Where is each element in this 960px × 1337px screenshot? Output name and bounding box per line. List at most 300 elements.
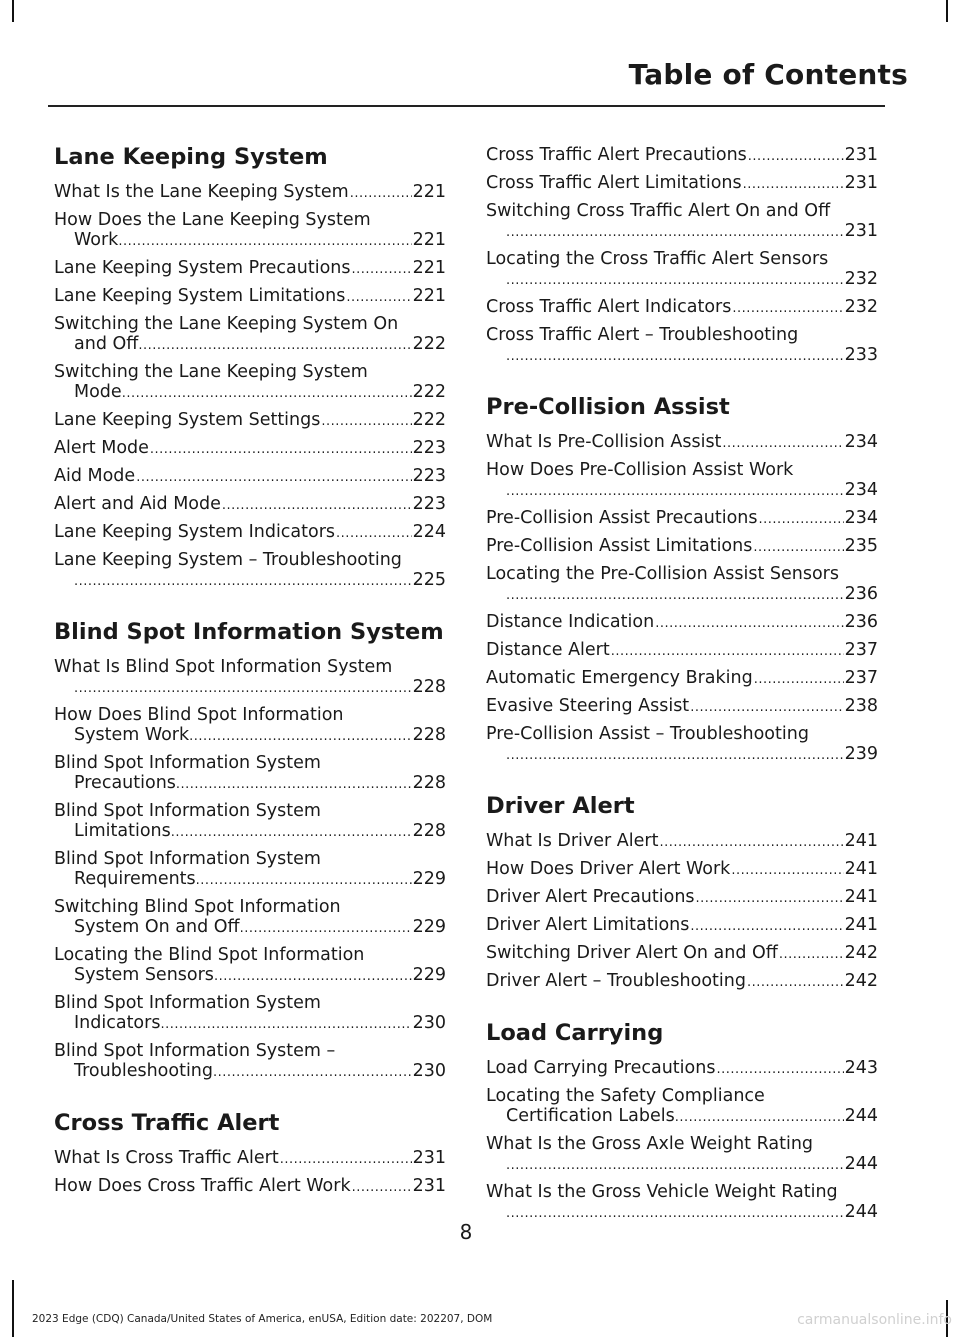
toc-entry-page: 233: [844, 345, 878, 365]
dot-leader: [506, 482, 844, 502]
toc-entry-title: What Is Driver Alert: [486, 831, 659, 851]
toc-entry-title: Locating the Safety Compliance: [486, 1086, 765, 1106]
toc-entry[interactable]: [54, 494, 446, 516]
toc-entry-line: [54, 210, 446, 230]
toc-entry-page: 236: [844, 584, 878, 604]
toc-entry-title-cont: Requirements: [74, 869, 196, 889]
toc-entry-title-cont: Certification Labels: [506, 1106, 675, 1126]
toc-entry-line-wrap: [54, 773, 446, 795]
toc-right-column: [486, 145, 878, 1252]
toc-entry-page: 230: [412, 1013, 446, 1033]
toc-entry-title-cont: Indicators: [74, 1013, 161, 1033]
toc-left-column: [54, 145, 446, 1226]
section-heading: Blind Spot Information System: [54, 619, 444, 645]
toc-entry-title: What Is the Gross Axle Weight Rating: [486, 1134, 814, 1154]
toc-entry-line: [54, 522, 446, 544]
toc-entry-line: [54, 849, 446, 869]
toc-entry-line: [486, 1134, 878, 1154]
toc-entry-title-cont: Mode: [74, 382, 122, 402]
toc-entry-line: [486, 1086, 878, 1106]
toc-entry-line: [486, 612, 878, 634]
toc-entry-page: 238: [844, 696, 878, 716]
toc-entry-page: 241: [844, 831, 878, 851]
toc-entry-line-wrap: [54, 821, 446, 843]
toc-entry-title-cont: Precautions: [74, 773, 176, 793]
toc-entry-page: 241: [844, 915, 878, 935]
toc-section: [54, 1111, 446, 1198]
toc-entry-title: Evasive Steering Assist: [486, 696, 690, 716]
toc-entry-page: 224: [412, 522, 446, 542]
toc-entry-page: 222: [412, 382, 446, 402]
toc-entry-line: [486, 564, 878, 584]
toc-entry-page: 236: [844, 612, 878, 632]
toc-entry-line: [486, 508, 878, 530]
toc-section: [486, 1021, 878, 1224]
dot-leader: [722, 434, 843, 454]
toc-entry-line: [54, 466, 446, 488]
toc-entry[interactable]: [54, 945, 446, 987]
toc-section: [486, 145, 878, 367]
page-number: 8: [459, 1220, 473, 1244]
dot-leader: [214, 967, 412, 987]
toc-entry-page: 231: [412, 1148, 446, 1168]
toc-entry[interactable]: [54, 182, 446, 204]
toc-entry-title: Lane Keeping System – Troubleshooting: [54, 550, 402, 570]
toc-entry-title: How Does Driver Alert Work: [486, 859, 731, 879]
toc-section: [54, 145, 446, 592]
toc-entry-line: [486, 915, 878, 937]
toc-entry-line-wrap: [486, 584, 878, 606]
toc-entry[interactable]: [54, 849, 446, 891]
toc-entry[interactable]: [54, 993, 446, 1035]
toc-entry-page: 244: [844, 1154, 878, 1174]
toc-entry-page: 244: [844, 1106, 878, 1126]
toc-entry-page: 234: [844, 480, 878, 500]
toc-section: [54, 620, 446, 1083]
toc-entry[interactable]: [54, 1176, 446, 1198]
toc-entry-page: 232: [844, 269, 878, 289]
toc-entry-line-wrap: [486, 221, 878, 243]
dot-leader: [506, 347, 844, 367]
toc-entry-line: [54, 897, 446, 917]
toc-entry-title: Switching Driver Alert On and Off: [486, 943, 778, 963]
toc-entry-page: 221: [412, 286, 446, 306]
toc-entry[interactable]: [54, 550, 446, 592]
dot-leader: [732, 299, 843, 319]
toc-entry-page: 231: [844, 221, 878, 241]
dot-leader: [690, 917, 843, 937]
toc-entry[interactable]: [486, 859, 878, 881]
toc-entry[interactable]: [486, 145, 878, 167]
toc-entry-title: Blind Spot Information System: [54, 753, 321, 773]
toc-entry-line-wrap: [54, 917, 446, 939]
toc-entry[interactable]: [486, 724, 878, 766]
toc-entry-line: [486, 668, 878, 690]
toc-entry-page: 229: [412, 965, 446, 985]
toc-entry-title: Locating the Pre-Collision Assist Sensors: [486, 564, 839, 584]
toc-entry[interactable]: [54, 362, 446, 404]
toc-entry-title: Switching the Lane Keeping System On: [54, 314, 399, 334]
toc-entry-page: 241: [844, 859, 878, 879]
toc-entry-line: [486, 943, 878, 965]
dot-leader: [690, 698, 843, 718]
toc-entry-page: 232: [844, 297, 878, 317]
toc-entry-title: What Is Cross Traffic Alert: [54, 1148, 279, 1168]
footer-edition-info: 2023 Edge (CDQ) Canada/United States of America, enUSA, Edition date: 202207, DOM: [32, 1313, 493, 1325]
dot-leader: [176, 775, 412, 795]
toc-entry-line: [54, 362, 446, 382]
dot-leader: [675, 1108, 844, 1128]
toc-entry-line: [486, 971, 878, 993]
toc-entry[interactable]: [54, 314, 446, 356]
toc-entry[interactable]: [486, 432, 878, 454]
dot-leader: [321, 412, 411, 432]
toc-entry-line-wrap: [54, 1061, 446, 1083]
dot-leader: [659, 833, 843, 853]
toc-entry-page: 223: [412, 494, 446, 514]
toc-entry[interactable]: [54, 438, 446, 460]
toc-entry-page: 239: [844, 744, 878, 764]
toc-entry[interactable]: [54, 1148, 446, 1170]
toc-entry-line: [486, 536, 878, 558]
toc-entry-page: 237: [844, 668, 878, 688]
dot-leader: [350, 184, 412, 204]
toc-entry-title: Lane Keeping System Settings: [54, 410, 321, 430]
toc-entry[interactable]: [486, 1058, 878, 1080]
toc-entry-line: [54, 945, 446, 965]
dot-leader: [122, 384, 412, 404]
toc-entry-line: [54, 801, 446, 821]
dot-leader: [150, 440, 412, 460]
toc-entry-title: Alert and Aid Mode: [54, 494, 221, 514]
toc-entry-page: 229: [412, 869, 446, 889]
toc-entry-line: [54, 258, 446, 280]
dot-leader: [352, 1178, 412, 1198]
dot-leader: [196, 871, 412, 891]
dot-leader: [118, 232, 411, 252]
toc-entry[interactable]: [54, 753, 446, 795]
toc-entry-page: 234: [844, 432, 878, 452]
toc-entry-line: [486, 724, 878, 744]
toc-entry-page: 237: [844, 640, 878, 660]
toc-entry-line: [54, 753, 446, 773]
toc-entry-title: Alert Mode: [54, 438, 149, 458]
toc-entry-page: 228: [412, 773, 446, 793]
dot-leader: [171, 823, 412, 843]
toc-entry-page: 242: [844, 943, 878, 963]
toc-entry[interactable]: [54, 1041, 446, 1083]
toc-entry-title: Lane Keeping System Precautions: [54, 258, 351, 278]
toc-entry-line: [486, 887, 878, 909]
toc-entry-title: Driver Alert Precautions: [486, 887, 695, 907]
toc-entry-page: 223: [412, 438, 446, 458]
toc-entry-line: [486, 325, 878, 345]
dot-leader: [222, 496, 412, 516]
toc-entry[interactable]: [486, 564, 878, 606]
dot-leader: [753, 538, 843, 558]
toc-entry-title: Automatic Emergency Braking: [486, 668, 753, 688]
dot-leader: [759, 510, 844, 530]
dot-leader: [74, 572, 412, 592]
toc-entry-title: Pre-Collision Assist Limitations: [486, 536, 753, 556]
toc-entry-title: Locating the Blind Spot Information: [54, 945, 365, 965]
dot-leader: [743, 175, 844, 195]
toc-entry-title: Driver Alert – Troubleshooting: [486, 971, 746, 991]
toc-entry-title: Pre-Collision Assist Precautions: [486, 508, 758, 528]
toc-entry-line: [54, 182, 446, 204]
toc-entry[interactable]: [486, 297, 878, 319]
watermark: carmanualsonline.info: [797, 1312, 952, 1328]
toc-entry-title: What Is the Lane Keeping System: [54, 182, 349, 202]
toc-entry[interactable]: [486, 508, 878, 530]
toc-entry[interactable]: [486, 1134, 878, 1176]
dot-leader: [138, 336, 411, 356]
crop-mark-top-right-v: [946, 0, 948, 22]
dot-leader: [506, 1156, 844, 1176]
toc-entry-page: 229: [412, 917, 446, 937]
toc-entry[interactable]: [486, 831, 878, 853]
dot-leader: [731, 861, 843, 881]
toc-entry[interactable]: [54, 705, 446, 747]
toc-entry-title: How Does Pre-Collision Assist Work: [486, 460, 794, 480]
toc-entry[interactable]: [54, 210, 446, 252]
toc-entry-title: Switching the Lane Keeping System: [54, 362, 368, 382]
section-heading: Lane Keeping System: [54, 144, 328, 170]
toc-entry[interactable]: [486, 943, 878, 965]
toc-entry-line: [486, 249, 878, 269]
toc-entry-title: How Does the Lane Keeping System: [54, 210, 371, 230]
toc-entry[interactable]: [486, 201, 878, 243]
toc-entry-page: 231: [844, 173, 878, 193]
dot-leader: [748, 147, 844, 167]
toc-entry-title: Lane Keeping System Indicators: [54, 522, 336, 542]
toc-entry-line-wrap: [486, 1106, 878, 1128]
dot-leader: [506, 586, 844, 606]
toc-entry[interactable]: [486, 696, 878, 718]
dot-leader: [136, 468, 411, 488]
crop-mark-bottom-left-v: [12, 1280, 14, 1337]
toc-entry-line-wrap: [486, 744, 878, 766]
toc-entry-line: [486, 201, 878, 221]
toc-entry-title: Blind Spot Information System –: [54, 1041, 336, 1061]
toc-entry-line: [486, 145, 878, 167]
toc-entry-line: [54, 438, 446, 460]
toc-entry[interactable]: [54, 286, 446, 308]
toc-entry-page: 228: [412, 821, 446, 841]
toc-entry-title-cont: System Work: [74, 725, 190, 745]
toc-entry-title: What Is Blind Spot Information System: [54, 657, 393, 677]
toc-entry-line-wrap: [54, 570, 446, 592]
section-heading: Pre-Collision Assist: [486, 394, 730, 420]
toc-entry-line-wrap: [486, 269, 878, 291]
toc-entry-page: 222: [412, 410, 446, 430]
toc-entry[interactable]: [486, 640, 878, 662]
toc-entry[interactable]: [486, 971, 878, 993]
dot-leader: [213, 1063, 412, 1083]
toc-entry-line-wrap: [486, 480, 878, 502]
toc-entry-line: [54, 993, 446, 1013]
toc-entry[interactable]: [486, 249, 878, 291]
toc-entry-line: [54, 705, 446, 725]
toc-entry-line: [486, 696, 878, 718]
toc-entry-title: How Does Cross Traffic Alert Work: [54, 1176, 351, 1196]
toc-entry-title: How Does Blind Spot Information: [54, 705, 344, 725]
toc-entry-page: 228: [412, 677, 446, 697]
toc-entry-page: 221: [412, 182, 446, 202]
toc-entry-page: 221: [412, 258, 446, 278]
toc-entry-line: [54, 657, 446, 677]
toc-entry-title-cont: Work: [74, 230, 119, 250]
toc-entry-title: Switching Cross Traffic Alert On and Off: [486, 201, 831, 221]
toc-entry-page: 223: [412, 466, 446, 486]
toc-entry-title: Blind Spot Information System: [54, 849, 321, 869]
toc-entry-line: [54, 494, 446, 516]
toc-entry-title-cont: Troubleshooting: [74, 1061, 214, 1081]
toc-entry-line-wrap: [54, 965, 446, 987]
toc-entry-line-wrap: [486, 1154, 878, 1176]
toc-entry-line: [54, 550, 446, 570]
toc-entry[interactable]: [54, 410, 446, 432]
toc-entry[interactable]: [54, 522, 446, 544]
toc-entry-title: Distance Alert: [486, 640, 610, 660]
toc-entry[interactable]: [54, 657, 446, 699]
toc-entry-title: Blind Spot Information System: [54, 801, 321, 821]
toc-entry[interactable]: [486, 612, 878, 634]
toc-entry-line: [486, 460, 878, 480]
toc-entry-title: Cross Traffic Alert – Troubleshooting: [486, 325, 799, 345]
toc-entry[interactable]: [54, 801, 446, 843]
toc-entry-title: Distance Indication: [486, 612, 655, 632]
toc-entry[interactable]: [486, 325, 878, 367]
toc-entry-page: 222: [412, 334, 446, 354]
toc-entry-line: [54, 1176, 446, 1198]
page-title: Table of Contents: [628, 58, 908, 91]
dot-leader: [655, 614, 843, 634]
toc-entry-title: Pre-Collision Assist – Troubleshooting: [486, 724, 809, 744]
dot-leader: [754, 670, 844, 690]
toc-entry[interactable]: [486, 887, 878, 909]
toc-entry-page: 225: [412, 570, 446, 590]
dot-leader: [506, 746, 844, 766]
toc-entry-line: [486, 1058, 878, 1080]
toc-entry-line: [486, 640, 878, 662]
toc-entry-line-wrap: [54, 869, 446, 891]
toc-entry-title: Load Carrying Precautions: [486, 1058, 716, 1078]
toc-entry-page: 235: [844, 536, 878, 556]
toc-entry-title: Cross Traffic Alert Limitations: [486, 173, 742, 193]
toc-entry-line-wrap: [54, 334, 446, 356]
dot-leader: [716, 1060, 843, 1080]
toc-entry-page: 231: [412, 1176, 446, 1196]
dot-leader: [779, 945, 844, 965]
toc-entry-title-cont: System On and Off: [74, 917, 240, 937]
toc-entry[interactable]: [486, 536, 878, 558]
toc-entry-line: [54, 1148, 446, 1170]
section-heading: Load Carrying: [486, 1020, 664, 1046]
toc-entry-title-cont: System Sensors: [74, 965, 214, 985]
toc-entry-line-wrap: [54, 230, 446, 252]
dot-leader: [351, 260, 411, 280]
toc-entry-line: [486, 1182, 878, 1202]
toc-entry-line-wrap: [54, 677, 446, 699]
toc-entry-title: Cross Traffic Alert Indicators: [486, 297, 732, 317]
toc-entry-line-wrap: [54, 382, 446, 404]
toc-section: [486, 794, 878, 993]
section-heading: Driver Alert: [486, 793, 635, 819]
toc-entry[interactable]: [486, 915, 878, 937]
toc-entry[interactable]: [486, 173, 878, 195]
toc-entry-line: [486, 173, 878, 195]
toc-entry[interactable]: [486, 1182, 878, 1224]
toc-entry-line: [486, 297, 878, 319]
toc-entry-line: [486, 831, 878, 853]
toc-entry-line-wrap: [54, 725, 446, 747]
toc-entry-line: [54, 1041, 446, 1061]
toc-entry-title: Driver Alert Limitations: [486, 915, 690, 935]
toc-entry-line: [54, 286, 446, 308]
toc-entry-title-cont: and Off: [74, 334, 139, 354]
dot-leader: [280, 1150, 412, 1170]
toc-entry-page: 243: [844, 1058, 878, 1078]
dot-leader: [611, 642, 844, 662]
dot-leader: [336, 524, 412, 544]
toc-entry[interactable]: [54, 897, 446, 939]
toc-entry-title: Cross Traffic Alert Precautions: [486, 145, 747, 165]
dot-leader: [240, 919, 412, 939]
toc-entry-page: 241: [844, 887, 878, 907]
toc-entry-title: Lane Keeping System Limitations: [54, 286, 346, 306]
toc-entry-line-wrap: [486, 345, 878, 367]
dot-leader: [74, 679, 412, 699]
toc-entry[interactable]: [54, 258, 446, 280]
dot-leader: [189, 727, 411, 747]
toc-entry-line: [486, 859, 878, 881]
toc-entry-page: 234: [844, 508, 878, 528]
dot-leader: [346, 288, 411, 308]
dot-leader: [160, 1015, 411, 1035]
toc-entry-title: Aid Mode: [54, 466, 136, 486]
toc-entry-line: [54, 314, 446, 334]
toc-entry[interactable]: [486, 460, 878, 502]
crop-mark-top-left-v: [12, 0, 14, 22]
dot-leader: [696, 889, 844, 909]
toc-entry-title-cont: Limitations: [74, 821, 171, 841]
toc-entry-page: 230: [412, 1061, 446, 1081]
section-heading: Cross Traffic Alert: [54, 1110, 280, 1136]
toc-entry-page: 244: [844, 1202, 878, 1222]
toc-entry-title: What Is Pre-Collision Assist: [486, 432, 722, 452]
toc-entry[interactable]: [486, 668, 878, 690]
toc-entry-page: 228: [412, 725, 446, 745]
toc-entry-line-wrap: [54, 1013, 446, 1035]
toc-entry-title: Locating the Cross Traffic Alert Sensors: [486, 249, 829, 269]
toc-entry-title: What Is the Gross Vehicle Weight Rating: [486, 1182, 838, 1202]
toc-section: [486, 395, 878, 766]
toc-entry[interactable]: [486, 1086, 878, 1128]
toc-entry-line: [486, 432, 878, 454]
dot-leader: [506, 271, 844, 291]
toc-entry-title: Switching Blind Spot Information: [54, 897, 341, 917]
header-rule: [48, 105, 885, 107]
toc-entry-page: 242: [844, 971, 878, 991]
toc-entry-title: Blind Spot Information System: [54, 993, 321, 1013]
toc-entry[interactable]: [54, 466, 446, 488]
toc-entry-line: [54, 410, 446, 432]
toc-entry-page: 231: [844, 145, 878, 165]
toc-entry-page: 221: [412, 230, 446, 250]
dot-leader: [747, 973, 844, 993]
dot-leader: [506, 223, 844, 243]
